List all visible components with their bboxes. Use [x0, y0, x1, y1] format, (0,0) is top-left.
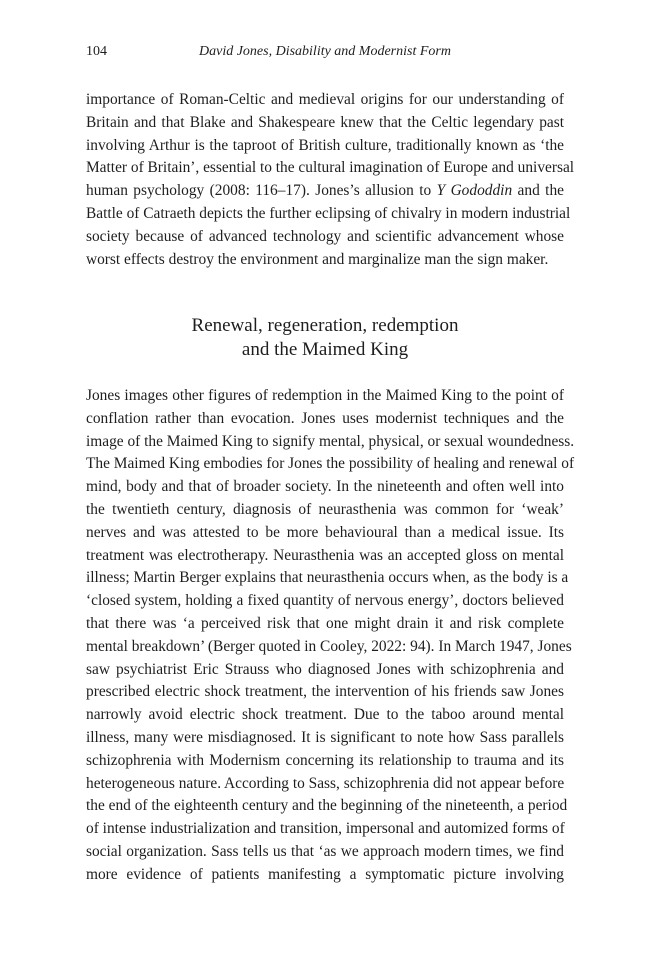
- text-line: mental breakdown’ (Berger quoted in Cooley, 2022: 94). In March 1947, Jones: [86, 637, 572, 655]
- text-line: mind, body and that of broader society. In the nineteenth and often well into: [86, 478, 564, 496]
- text-line: the twentieth century, diagnosis of neurasthenia was common for ‘weak’: [86, 500, 564, 518]
- section-heading-line: Renewal, regeneration, redemption: [191, 315, 459, 336]
- text-line: narrowly avoid electric shock treatment. Due to the taboo around mental: [86, 706, 564, 724]
- paragraph-2: [86, 385, 575, 887]
- text-line: illness; Martin Berger explains that neurasthenia occurs when, as the body is a: [86, 569, 569, 587]
- page-number: 104: [86, 44, 107, 59]
- running-head: [86, 44, 564, 64]
- text-line: heterogeneous nature. According to Sass, schizophrenia did not appear before: [86, 774, 565, 792]
- running-title: David Jones, Disability and Modernist Form: [199, 44, 451, 59]
- text-line: society because of advanced technology and scientific advancement whose: [86, 227, 564, 245]
- text-line: more evidence of patients manifesting a symptomatic picture involving: [86, 865, 564, 883]
- text-line: worst effects destroy the environment and marginalize man the sign maker.: [86, 250, 549, 268]
- text-segment: human psychology (2008: 116–17). Jones’s allusion to: [86, 182, 432, 200]
- text-line: The Maimed King embodies for Jones the possibility of healing and renewal of: [86, 455, 575, 473]
- text-line: saw psychiatrist Eric Strauss who diagnosed Jones with schizophrenia and: [86, 660, 564, 678]
- book-title: Y Gododdin: [436, 182, 513, 200]
- text-line: illness, many were misdiagnosed. It is significant to note how Sass parallels: [86, 728, 564, 746]
- text-line: [86, 180, 564, 203]
- text-line: involving Arthur is the taproot of British culture, traditionally known as ‘the: [86, 136, 564, 154]
- section-heading-line: and the Maimed King: [241, 339, 409, 360]
- text-line: schizophrenia with Modernism concerning its relationship to trauma and its: [86, 751, 564, 769]
- text-line: the end of the eighteenth century and the beginning of the nineteenth, a period: [86, 797, 568, 815]
- text-line: of intense industrialization and transition, impersonal and automized forms of: [86, 820, 565, 838]
- text-line: importance of Roman-Celtic and medieval origins for our understanding of: [86, 91, 564, 108]
- paragraph-1: [86, 89, 575, 271]
- text-segment: and the: [517, 182, 564, 200]
- text-line: ‘closed system, holding a fixed quantity of nervous energy’, doctors believed: [86, 592, 564, 610]
- section-heading: [86, 314, 564, 362]
- text-line: Matter of Britain’, essential to the cultural imagination of Europe and universal: [86, 159, 575, 177]
- text-line: Britain and that Blake and Shakespeare knew that the Celtic legendary past: [86, 113, 564, 131]
- text-line: Battle of Catraeth depicts the further eclipsing of chivalry in modern industrial: [86, 204, 571, 222]
- text-line: Jones images other figures of redemption in the Maimed King to the point of: [86, 387, 564, 404]
- text-line: social organization. Sass tells us that ‘as we approach modern times, we find: [86, 842, 564, 860]
- text-line: nerves and was attested to be more behavioural than a medical issue. Its: [86, 523, 564, 541]
- text-line: that there was ‘a perceived risk that one might drain it and risk complete: [86, 614, 564, 632]
- text-line: conflation rather than evocation. Jones uses modernist techniques and the: [86, 409, 564, 427]
- text-line: treatment was electrotherapy. Neurasthenia was an accepted gloss on mental: [86, 546, 564, 564]
- text-line: prescribed electric shock treatment, the intervention of his friends saw Jones: [86, 683, 564, 701]
- text-line: image of the Maimed King to signify mental, physical, or sexual woundedness.: [86, 432, 575, 450]
